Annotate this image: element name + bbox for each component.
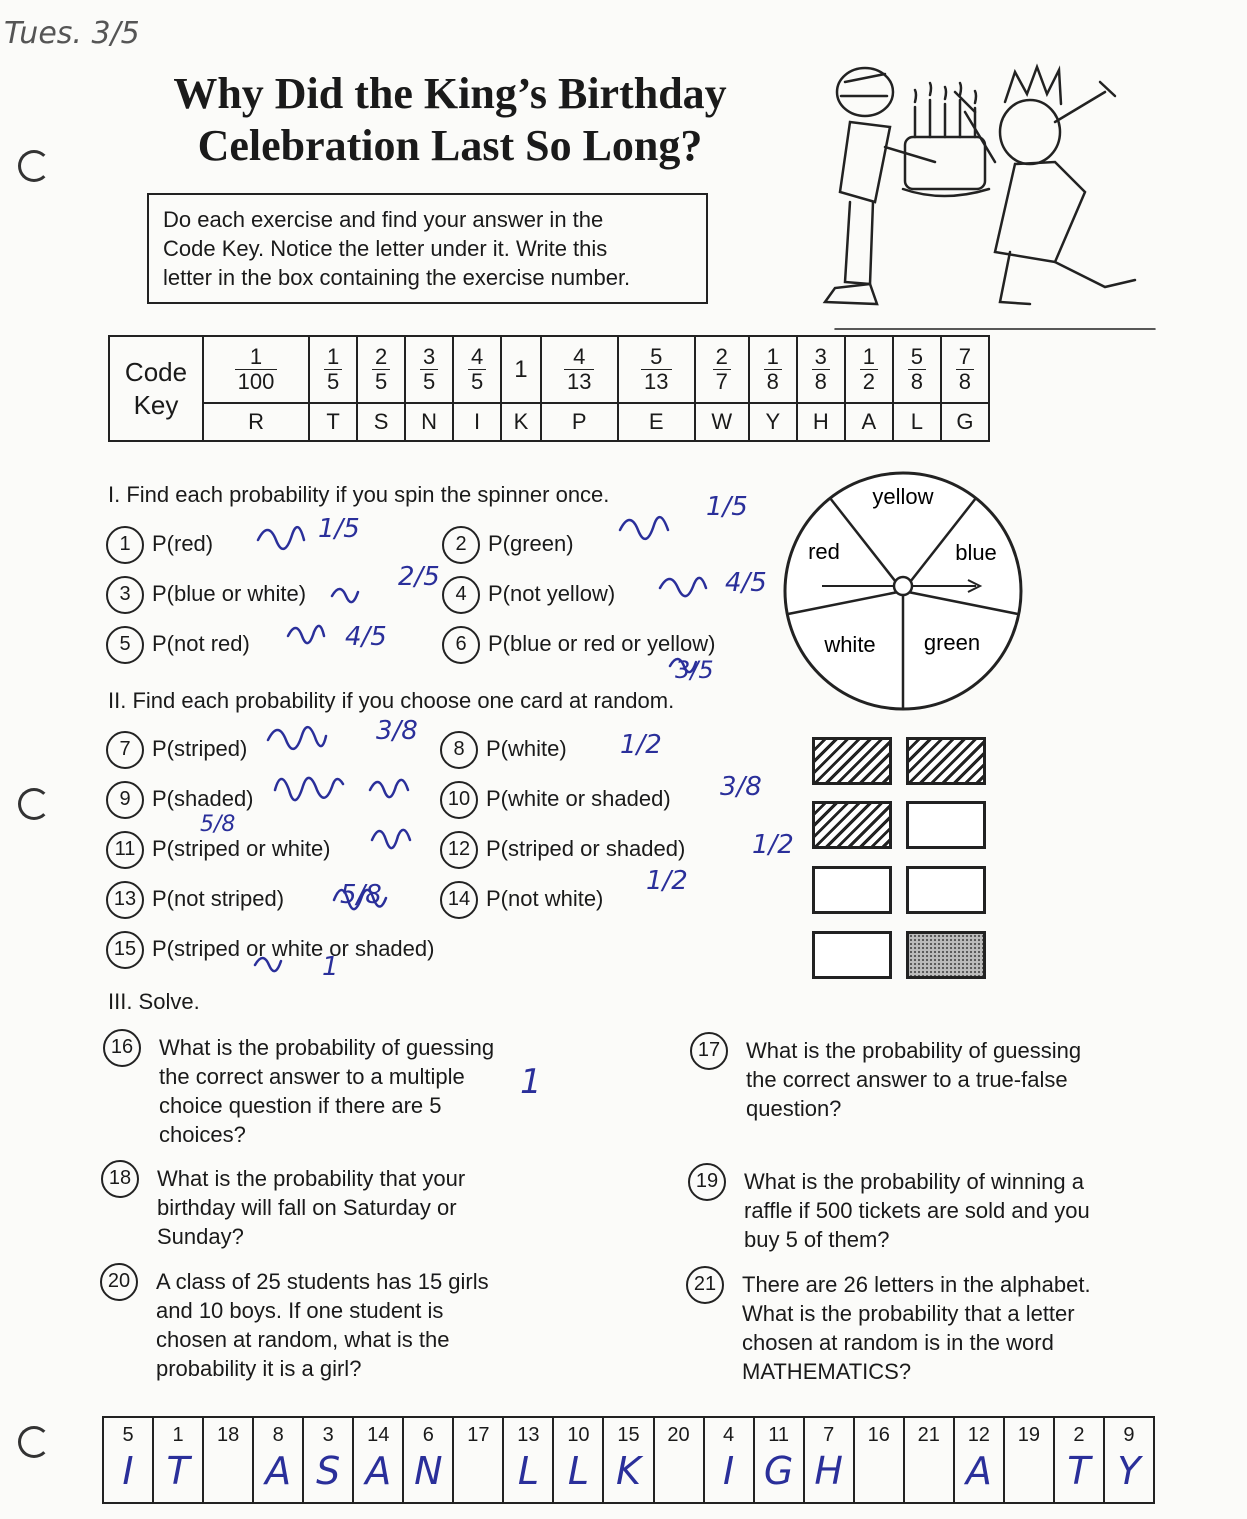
hw-answer-15: 1 — [322, 952, 339, 982]
key-value-6: $\frac{4}{13}$ — [541, 336, 618, 403]
item-11: 11 P(striped or white) — [106, 831, 331, 869]
instruction-line-1: Do each exercise and find your answer in the — [163, 207, 604, 232]
key-value-0: $\frac{1}{100}$ — [203, 336, 309, 403]
answer-box-number: 7 — [823, 1424, 835, 1446]
worksheet-title — [95, 68, 805, 172]
item-15: 15 P(striped or white or shaded) — [106, 931, 434, 969]
answer-box-number: 11 — [768, 1424, 790, 1446]
answer-box-6[interactable] — [403, 1417, 453, 1503]
answer-box-20[interactable] — [654, 1417, 704, 1503]
answer-box-8[interactable] — [253, 1417, 303, 1503]
item-12: 12 P(striped or shaded) — [440, 831, 685, 869]
hw-answer-3: 2/5 — [398, 562, 440, 592]
answer-box-5[interactable] — [103, 1417, 153, 1503]
key-letter-4: I — [453, 403, 501, 441]
answer-box-number: 5 — [122, 1424, 134, 1446]
card-striped-1 — [812, 737, 892, 785]
instruction-line-3: letter in the box containing the exercise number. — [163, 265, 631, 290]
card-white-4 — [812, 931, 892, 979]
spinner-label-blue: blue — [955, 540, 997, 565]
answer-box-number: 16 — [867, 1424, 890, 1446]
key-value-12: $\frac{5}{8}$ — [893, 336, 941, 403]
answer-box-7[interactable] — [804, 1417, 854, 1503]
answer-box-13[interactable] — [503, 1417, 553, 1503]
answer-box-letter: N — [414, 1449, 443, 1493]
item-14: 14 P(not white) — [440, 881, 603, 919]
hw-answer-14: 1/2 — [646, 866, 688, 896]
answer-box-letter: A — [365, 1449, 392, 1493]
instructions-box — [147, 193, 708, 304]
key-letter-5: K — [501, 403, 541, 441]
key-value-13: $\frac{7}{8}$ — [941, 336, 989, 403]
item-6: 6 P(blue or red or yellow) — [442, 626, 715, 664]
key-letter-0: R — [203, 403, 309, 441]
item-7: 7 P(striped) — [106, 731, 247, 769]
card-white-1 — [906, 801, 986, 849]
problem-16: 16 What is the probability of guessing the correct answer to a multiple choice question if there are 5 choices? — [103, 1033, 563, 1149]
title-line-2: Celebration Last So Long? — [197, 121, 703, 170]
answer-box-number: 9 — [1123, 1424, 1135, 1446]
answer-box-letter: H — [814, 1449, 843, 1493]
key-value-11: $\frac{1}{2}$ — [845, 336, 893, 403]
section-2-heading: II. Find each probability if you choose one card at random. — [108, 688, 675, 713]
answer-box-number: 21 — [917, 1424, 940, 1446]
answer-box-letter: K — [616, 1449, 641, 1493]
date-note: Tues. 3/5 — [4, 16, 140, 51]
answer-box-19[interactable] — [1004, 1417, 1054, 1503]
answer-box-number: 4 — [723, 1424, 735, 1446]
answer-box-21[interactable] — [904, 1417, 954, 1503]
answer-box-number: 13 — [517, 1424, 540, 1446]
answer-box-number: 18 — [216, 1424, 240, 1446]
answer-box-9[interactable] — [1104, 1417, 1154, 1503]
answer-box-12[interactable] — [954, 1417, 1004, 1503]
answer-box-10[interactable] — [553, 1417, 603, 1503]
answer-box-16[interactable] — [854, 1417, 904, 1503]
answer-box-number: 6 — [422, 1424, 434, 1446]
hw-answer-2: 1/5 — [706, 492, 748, 522]
card-white-3 — [906, 866, 986, 914]
spinner-label-red: red — [808, 539, 840, 564]
spinner-label-yellow: yellow — [872, 484, 934, 509]
answer-row-table — [102, 1416, 1155, 1504]
answer-box-number: 20 — [667, 1424, 690, 1446]
answer-box-2[interactable] — [1054, 1417, 1104, 1503]
answer-box-letter: S — [316, 1449, 341, 1493]
hw-answer-8: 1/2 — [620, 730, 662, 760]
section-1-heading: I. Find each probability if you spin the spinner once. — [108, 482, 610, 507]
spinner-label-green: green — [923, 630, 981, 655]
hw-answer-10: 3/8 — [720, 772, 762, 802]
card-striped-2 — [906, 737, 986, 785]
problem-20: 20 A class of 25 students has 15 girls and 10 boys. If one student is chosen at random, what is the probability it is a girl? — [100, 1267, 560, 1383]
key-letter-1: T — [309, 403, 357, 441]
answer-box-number: 10 — [567, 1424, 590, 1446]
code-key-label: Code Key — [109, 336, 203, 441]
key-value-2: $\frac{2}{5}$ — [357, 336, 405, 403]
key-value-10: $\frac{3}{8}$ — [797, 336, 845, 403]
problem-18: 18 What is the probability that your birthday will fall on Saturday or Sunday? — [101, 1164, 561, 1251]
hw-answer-5: 4/5 — [345, 622, 387, 652]
hw-answer-12: 1/2 — [752, 830, 794, 860]
answer-box-letter: A — [965, 1449, 992, 1493]
item-4: 4 P(not yellow) — [442, 576, 615, 614]
answer-box-number: 19 — [1017, 1424, 1040, 1446]
card-white-2 — [812, 866, 892, 914]
answer-box-17[interactable] — [453, 1417, 503, 1503]
key-letter-3: N — [405, 403, 453, 441]
answer-box-letter: Y — [1117, 1449, 1141, 1493]
answer-box-number: 3 — [322, 1424, 334, 1446]
hw-answer-6: 3/5 — [675, 656, 714, 684]
key-letter-8: W — [695, 403, 749, 441]
item-3: 3 P(blue or white) — [106, 576, 306, 614]
item-13: 13 P(not striped) — [106, 881, 284, 919]
answer-row — [103, 1417, 1154, 1503]
key-letter-9: Y — [749, 403, 797, 441]
item-1: 1 P(red) — [106, 526, 213, 564]
hw-answer-1: 1/5 — [318, 514, 360, 544]
answer-box-letter: A — [265, 1449, 292, 1493]
answer-box-number: 14 — [367, 1424, 390, 1446]
key-value-5: 1 — [501, 336, 541, 403]
hw-answer-16: 1 — [520, 1062, 542, 1102]
answer-box-14[interactable] — [353, 1417, 403, 1503]
item-5: 5 P(not red) — [106, 626, 250, 664]
key-letter-7: E — [618, 403, 695, 441]
hw-answer-4: 4/5 — [725, 568, 767, 598]
answer-box-15[interactable] — [603, 1417, 653, 1503]
section-3-heading: III. Solve. — [108, 989, 200, 1014]
key-value-1: $\frac{1}{5}$ — [309, 336, 357, 403]
answer-box-letter: L — [517, 1449, 539, 1493]
answer-box-letter: G — [763, 1449, 794, 1493]
king-and-knight-illustration — [815, 52, 1160, 332]
key-value-7: $\frac{5}{13}$ — [618, 336, 695, 403]
answer-box-number: 17 — [467, 1424, 490, 1446]
answer-box-4[interactable] — [704, 1417, 754, 1503]
answer-box-number: 1 — [172, 1424, 184, 1446]
key-value-8: $\frac{2}{7}$ — [695, 336, 749, 403]
answer-box-18[interactable] — [203, 1417, 253, 1503]
key-value-3: $\frac{3}{5}$ — [405, 336, 453, 403]
item-10: 10 P(white or shaded) — [440, 781, 671, 819]
problem-19: 19 What is the probability of winning a raffle if 500 tickets are sold and you buy 5 of them? — [688, 1167, 1168, 1254]
answer-box-letter: L — [567, 1449, 590, 1493]
binder-hole-top — [18, 150, 50, 182]
key-letter-2: S — [357, 403, 405, 441]
key-letter-13: G — [941, 403, 989, 441]
code-key-table — [108, 335, 990, 442]
binder-hole-middle — [18, 788, 50, 820]
answer-box-letter: T — [166, 1449, 190, 1493]
card-striped-3 — [812, 801, 892, 849]
code-key-fraction-row — [109, 336, 989, 403]
answer-box-number: 2 — [1073, 1424, 1085, 1446]
answer-box-number: 8 — [272, 1424, 284, 1446]
item-2: 2 P(green) — [442, 526, 574, 564]
answer-box-11[interactable] — [754, 1417, 804, 1503]
answer-box-3[interactable] — [303, 1417, 353, 1503]
item-9: 9 P(shaded) — [106, 781, 254, 819]
hw-answer-11: 5/8 — [200, 812, 236, 837]
answer-box-1[interactable] — [153, 1417, 203, 1503]
problem-21: 21 There are 26 letters in the alphabet. What is the probability that a letter chosen at random is in the word MATHEMATICS? — [686, 1270, 1166, 1386]
code-key-letter-row — [109, 403, 989, 441]
card-shaded — [906, 931, 986, 979]
hw-answer-7: 3/8 — [376, 716, 418, 746]
answer-box-letter: I — [122, 1449, 134, 1493]
key-letter-6: P — [541, 403, 618, 441]
answer-box-letter: I — [722, 1449, 735, 1493]
key-letter-11: A — [845, 403, 893, 441]
answer-box-number: 15 — [617, 1424, 640, 1446]
key-letter-10: H — [797, 403, 845, 441]
key-letter-12: L — [893, 403, 941, 441]
title-line-1: Why Did the King’s Birthday — [173, 69, 727, 118]
binder-hole-bottom — [18, 1426, 50, 1458]
answer-box-letter: T — [1067, 1449, 1091, 1493]
spinner-label-white: white — [824, 632, 876, 657]
spinner-diagram — [782, 470, 1024, 712]
instruction-line-2: Code Key. Notice the letter under it. Write this — [163, 236, 608, 261]
problem-17: 17 What is the probability of guessing the correct answer to a true-false question? — [690, 1036, 1160, 1123]
key-value-9: $\frac{1}{8}$ — [749, 336, 797, 403]
key-value-4: $\frac{4}{5}$ — [453, 336, 501, 403]
item-8: 8 P(white) — [440, 731, 567, 769]
hw-answer-13: 5/8 — [340, 880, 382, 910]
answer-box-number: 12 — [967, 1424, 990, 1446]
